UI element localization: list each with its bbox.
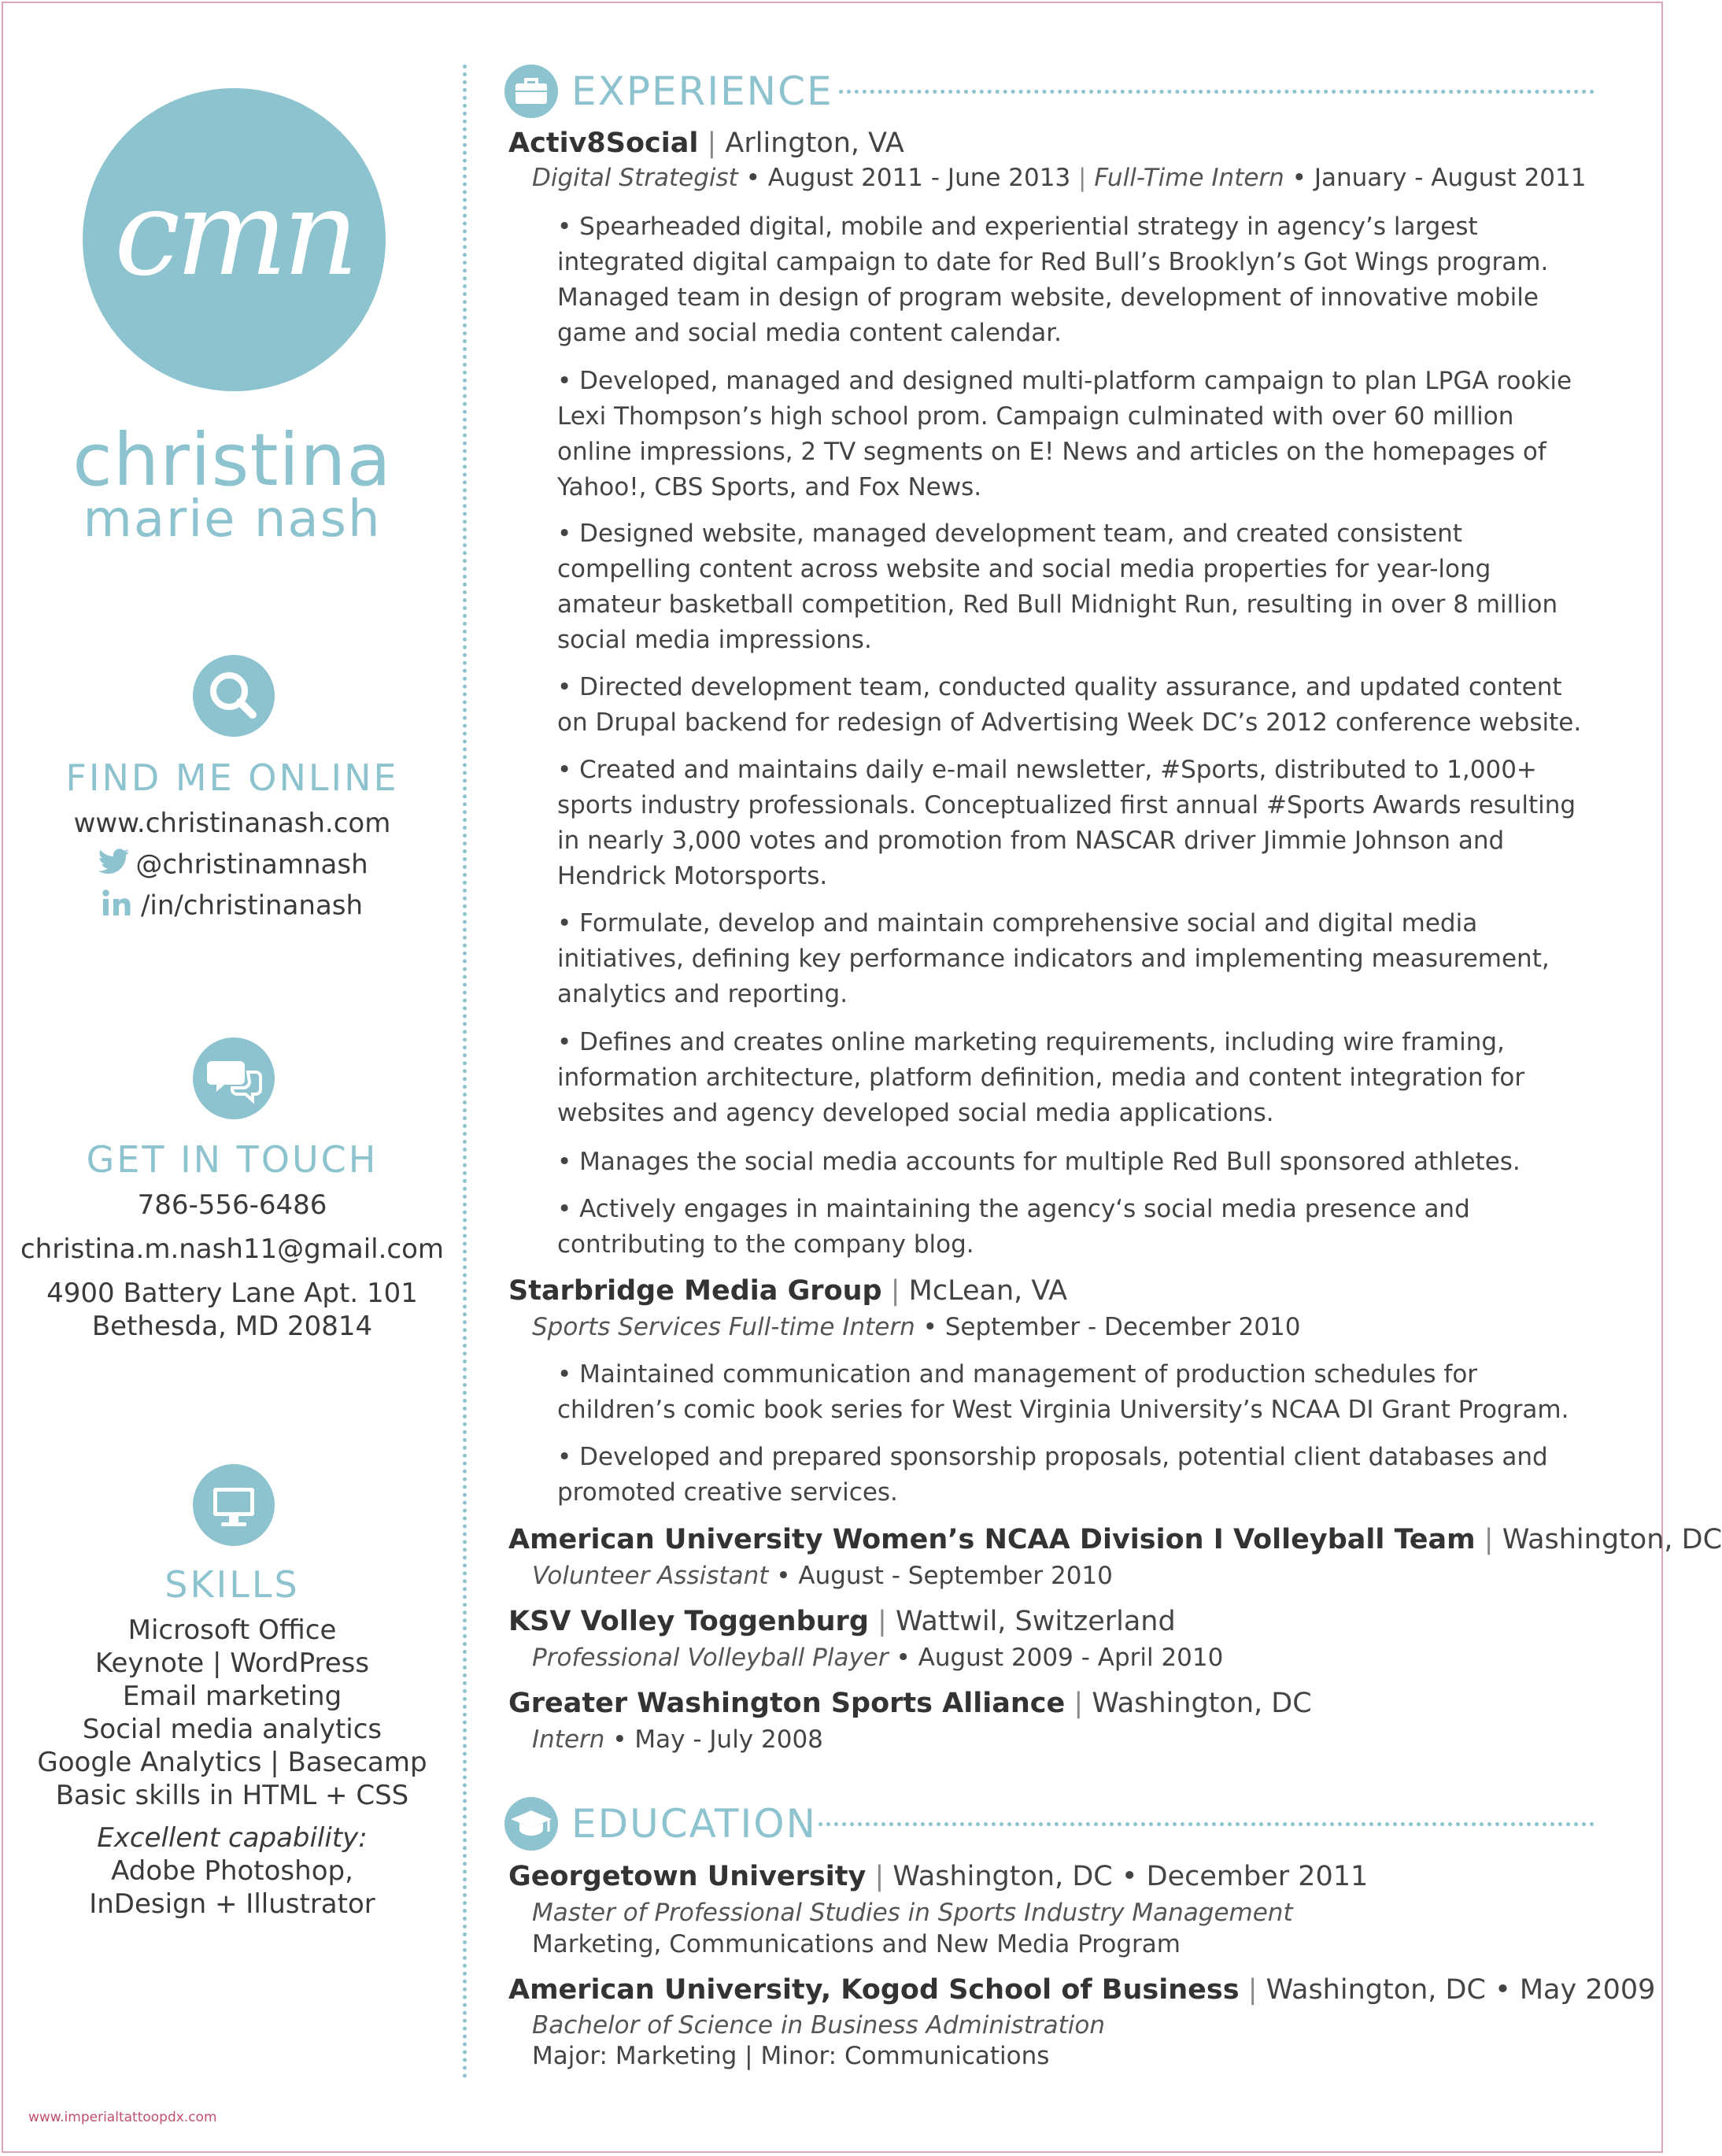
school-heading: American University, Kogod School of Business | Washington, DC • May 2009 (508, 1974, 1656, 2006)
job-heading: Greater Washington Sports Alliance | Washington, DC (508, 1688, 1312, 1719)
monitor-icon (193, 1464, 275, 1546)
skill-item: Keynote | WordPress (94, 1648, 370, 1679)
briefcase-icon (504, 65, 558, 118)
job-bullet: • Directed development team, conducted quality assurance, and updated content on Drupal backend for redesign of Advertising Week DC’s 2012 conference website. (557, 673, 1582, 737)
experience-title: EXPERIENCE (571, 68, 833, 114)
excellent-item: InDesign + Illustrator (89, 1888, 375, 1920)
linkedin-link[interactable] (0, 889, 464, 925)
school-degree: Master of Professional Studies in Sports Industry Management (532, 1899, 1293, 1927)
monogram-logo (83, 88, 386, 391)
job-bullet: • Defines and creates online marketing requirements, including wire framing, information architecture, platform definition, media and content integration for websites and agency developed social media applications. (557, 1028, 1525, 1127)
school-heading: Georgetown University | Washington, DC • December 2011 (508, 1861, 1369, 1892)
skill-item: Basic skills in HTML + CSS (55, 1780, 409, 1811)
job-bullet: • Maintained communication and management of production schedules for children’s comic book series for West Virginia University’s NCAA DI Grant Program. (557, 1360, 1569, 1424)
school-detail: Major: Marketing | Minor: Communications (532, 2042, 1050, 2070)
job-role: Sports Services Full-time Intern • September - December 2010 (532, 1313, 1301, 1341)
name-rest: marie nash (83, 490, 382, 549)
job-heading: American University Women’s NCAA Division I Volleyball Team | Washington, DC (508, 1524, 1722, 1555)
skill-item: Microsoft Office (127, 1614, 337, 1646)
sidebar (0, 0, 464, 2156)
graduation-cap-icon (504, 1797, 558, 1851)
twitter-handle: @christinamnash (135, 849, 368, 881)
find-online-title: FIND ME ONLINE (65, 756, 399, 799)
linkedin-icon (102, 889, 136, 925)
job-bullet: • Manages the social media accounts for multiple Red Bull sponsored athletes. (557, 1148, 1521, 1176)
skill-item: Social media analytics (82, 1714, 382, 1745)
school-detail: Marketing, Communications and New Media Program (532, 1930, 1181, 1958)
address-line-2: Bethesda, MD 20814 (91, 1311, 373, 1342)
school-degree: Bachelor of Science in Business Administration (532, 2011, 1106, 2040)
job-role: Professional Volleyball Player • August 2009 - April 2010 (532, 1644, 1224, 1672)
job-bullet: • Actively engages in maintaining the agency‘s social media presence and contributing to the company blog. (557, 1195, 1470, 1259)
website-link[interactable]: www.christinanash.com (73, 808, 391, 839)
linkedin-handle: /in/christinanash (140, 889, 364, 922)
job-bullet: • Designed website, managed development team, and created consistent compelling content across website and social media properties for year-long amateur basketball competition, Red Bull Midnight Run, resulting in over 8 million social media impressions. (557, 520, 1558, 654)
chat-bubbles-icon (193, 1037, 275, 1119)
job-bullet: • Developed and prepared sponsorship proposals, potential client databases and promoted creative services. (557, 1443, 1548, 1507)
skills-title: SKILLS (164, 1563, 300, 1606)
job-bullet: • Developed, managed and designed multi-platform campaign to plan LPGA rookie Lexi Thompson’s high school prom. Campaign culminated with over 60 million online impressions, 2 TV segments on E! News and articles on the homepages of Yahoo!, CBS Sports, and Fox News. (557, 367, 1572, 501)
job-role: Volunteer Assistant • August - September 2010 (532, 1562, 1113, 1590)
magnifier-icon (193, 655, 275, 737)
experience-rule (839, 90, 1595, 94)
education-title: EDUCATION (571, 1801, 817, 1847)
skill-item: Email marketing (122, 1681, 342, 1712)
address-line-1: 4900 Battery Lane Apt. 101 (46, 1278, 418, 1309)
job-bullet: • Created and maintains daily e-mail newsletter, #Sports, distributed to 1,000+ sports industry professionals. Conceptualized first annual #Sports Awards resulting in nearly 3,000 votes and promotion from NASCAR driver Jimmie Johnson and Hendrick Motorsports. (557, 756, 1576, 890)
job-heading: KSV Volley Toggenburg | Wattwil, Switzerland (508, 1606, 1176, 1637)
job-heading: Starbridge Media Group | McLean, VA (508, 1275, 1068, 1307)
job-bullet: • Formulate, develop and maintain comprehensive social and digital media initiatives, defining key performance indicators and implementing measurement, analytics and reporting. (557, 909, 1550, 1008)
phone-number[interactable]: 786-556-6486 (137, 1189, 327, 1221)
job-role: Digital Strategist • August 2011 - June 2013 | Full-Time Intern • January - August 2011 (532, 164, 1587, 192)
email-address[interactable]: christina.m.nash11@gmail.com (20, 1233, 445, 1265)
contact-title: GET IN TOUCH (86, 1138, 379, 1181)
job-role: Intern • May - July 2008 (532, 1725, 823, 1754)
job-heading: Activ8Social | Arlington, VA (508, 128, 904, 159)
twitter-bird-icon (96, 848, 131, 884)
twitter-link[interactable] (0, 848, 464, 884)
job-bullet: • Spearheaded digital, mobile and experiential strategy in agency’s largest integrated digital campaign to date for Red Bull’s Brooklyn’s Got Wings program. Managed team in design of program website, development of innovative mobile game and social media content calendar. (557, 213, 1549, 347)
excellent-label: Excellent capability: (97, 1822, 368, 1854)
education-rule (819, 1822, 1595, 1826)
column-divider (463, 65, 467, 2080)
monogram-text: cmn (114, 165, 354, 302)
name-first: christina (72, 418, 392, 502)
skill-item: Google Analytics | Basecamp (37, 1747, 427, 1778)
watermark-link[interactable]: www.imperialtattoopdx.com (28, 2110, 217, 2125)
excellent-item: Adobe Photoshop, (111, 1855, 353, 1887)
